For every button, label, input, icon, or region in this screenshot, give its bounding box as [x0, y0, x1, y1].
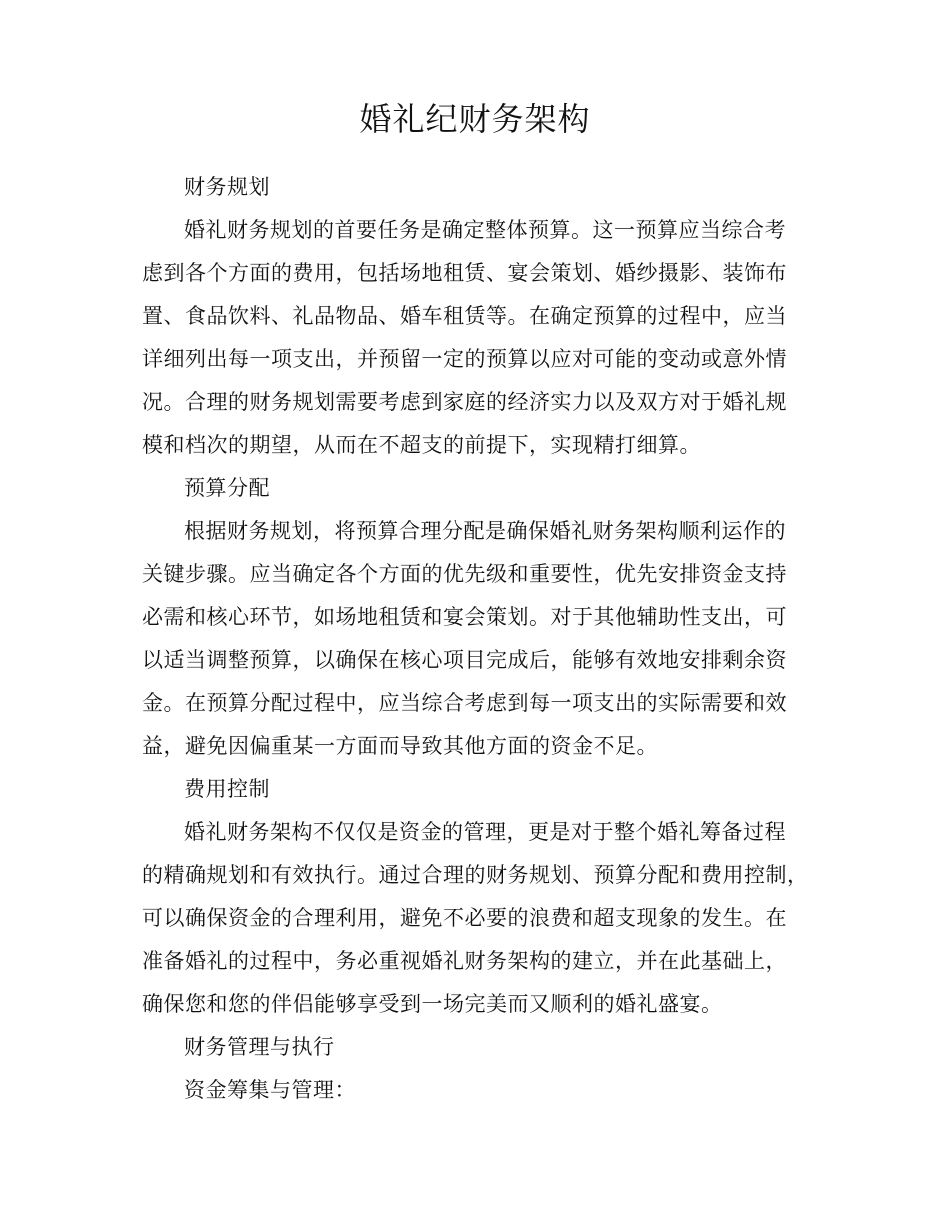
section-heading-financial-planning: 财务规划 [184, 175, 270, 199]
paragraph-line: 确保您和您的伴侣能够享受到一场完美而又顺利的婚礼盛宴。 [142, 992, 723, 1016]
paragraph-line: 关键步骤。应当确定各个方面的优先级和重要性，优先安排资金支持 [142, 562, 787, 586]
paragraph-line: 准备婚礼的过程中，务必重视婚礼财务架构的建立，并在此基础上， [142, 949, 787, 973]
section-heading-cost-control: 费用控制 [184, 777, 270, 801]
section-heading-financial-management: 财务管理与执行 [184, 1035, 335, 1059]
paragraph-line: 虑到各个方面的费用，包括场地租赁、宴会策划、婚纱摄影、装饰布 [142, 261, 787, 285]
paragraph-line: 可以确保资金的合理利用，避免不必要的浪费和超支现象的发生。在 [142, 906, 787, 930]
document-title: 婚礼纪财务架构 [359, 100, 591, 138]
paragraph-line: 详细列出每一项支出，并预留一定的预算以应对可能的变动或意外情 [142, 347, 787, 371]
subsection-heading-fund-raising: 资金筹集与管理： [184, 1078, 356, 1102]
paragraph-line: 金。在预算分配过程中，应当综合考虑到每一项支出的实际需要和效 [142, 691, 787, 715]
paragraph-line: 根据财务规划，将预算合理分配是确保婚礼财务架构顺利运作的 [184, 519, 786, 543]
paragraph-line: 婚礼财务架构不仅仅是资金的管理，更是对于整个婚礼筹备过程 [184, 820, 786, 844]
paragraph-line: 的精确规划和有效执行。通过合理的财务规划、预算分配和费用控制， [142, 863, 809, 887]
section-heading-budget-allocation: 预算分配 [184, 476, 270, 500]
paragraph-line: 婚礼财务规划的首要任务是确定整体预算。这一预算应当综合考 [184, 218, 786, 242]
paragraph-line: 益，避免因偏重某一方面而导致其他方面的资金不足。 [142, 734, 658, 758]
paragraph-line: 必需和核心环节，如场地租赁和宴会策划。对于其他辅助性支出，可 [142, 605, 787, 629]
paragraph-line: 置、食品饮料、礼品物品、婚车租赁等。在确定预算的过程中，应当 [142, 304, 787, 328]
document-body [142, 166, 832, 1112]
paragraph-line: 况。合理的财务规划需要考虑到家庭的经济实力以及双方对于婚礼规 [142, 390, 787, 414]
paragraph-line: 模和档次的期望，从而在不超支的前提下，实现精打细算。 [142, 433, 701, 457]
paragraph-line: 以适当调整预算，以确保在核心项目完成后，能够有效地安排剩余资 [142, 648, 787, 672]
